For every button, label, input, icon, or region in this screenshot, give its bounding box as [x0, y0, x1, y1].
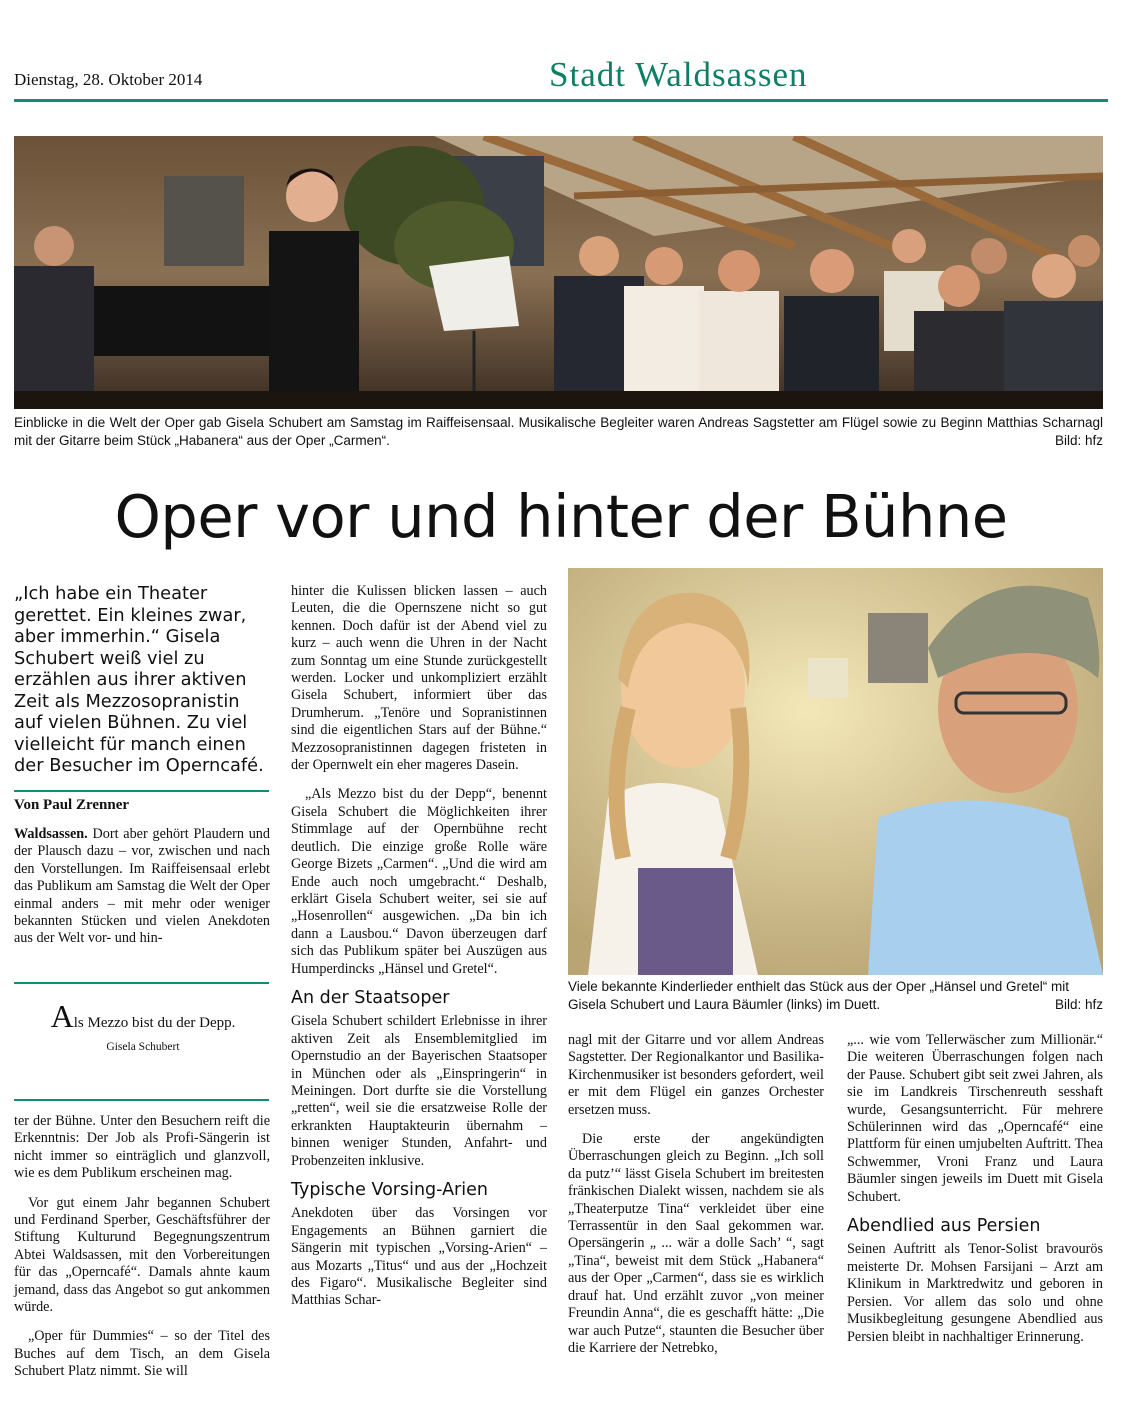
pullquote-rule-bottom: [14, 1099, 269, 1101]
column-1-top: [14, 826, 270, 960]
event-photo-caption: [14, 414, 1103, 450]
paragraph: hinter die Kulissen blicken lassen – auch Leuten, die die Opernszene nicht so gut kennen. Doch dafür ist der Abend viel zu kurz – auch wenn die Uhren in der Nacht zum Sonntag um eine Stunde zurückgestellt werden. Locker und unkompliziert erzählt Gisela Schubert, informiert über das Drumherum. „Tenöre und Sopranistinnen sind die eigentlichen Stars auf der Bühne.“ Mezzosopranistinnen dagegen fristeten in der Opernwelt ein eher mageres Dasein.: [291, 583, 547, 774]
headline: Oper vor und hinter der Bühne: [114, 482, 1008, 551]
duet-photo-illustration: [568, 568, 1103, 975]
paragraph: Vor gut einem Jahr begannen Schubert und Ferdinand Sperber, Geschäftsführer der Stiftung Kulturund Begegnungszentrum Abtei Waldsassen, mit den Vorbereitungen für das „Operncafé“. Damals ahnte kaum jemand, dass das Angebot so gut ankommen würde.: [14, 1194, 270, 1316]
lead-rule: [14, 790, 269, 792]
subheading: Typische Vorsing-Arien: [291, 1180, 488, 1200]
paragraph: nagl mit der Gitarre und vor allem Andreas Sagstetter. Der Regionalkantor und Basilika-Kirchenmusiker ist besonders gefordert, weil er mit dem Flügel ein ganzes Orchester ersetzen muss.: [568, 1032, 824, 1118]
paragraph: Gisela Schubert schildert Erlebnisse in ihrer aktiven Zeit als Ensemblemitglied im Opernstudio an der Bayerischen Staatsoper in München oder als „Einspringerin“ in Meiningen. Dort durfte sie die Vorstellung „retten“, weil sie die ersatzweise Rolle der erkrankten Hauptakteurin übernahm – binnen weniger Stunden, Anfahrt- und Probenzeiten inklusive.: [291, 1013, 547, 1169]
duet-photo: [568, 568, 1103, 975]
header-rule: [14, 99, 1108, 102]
paragraph: Dort aber gehört Plaudern und der Plausch dazu – vor, zwischen und nach den Vorstellungen. Im Raiffeisensaal erlebt das Publikum am Samstag die Welt der Oper einmal anders – mit mehr oder weniger bekannten Stücken und vielen Anekdoten aus der Welt vor- und hin-: [14, 826, 270, 947]
drop-cap: A: [50, 998, 74, 1034]
pull-quote: [32, 998, 254, 1053]
paragraph: Seinen Auftritt als Tenor-Solist bravourös meisterte Dr. Mohsen Farsijani – Arzt am Klinikum in Marktredwitz und geboren in Persien. Vor allem das solo und ohne Musikbegleitung gesungene Abendlied aus Persien bleibt in nachhaltiger Erinnerung.: [847, 1241, 1103, 1345]
paragraph: „... wie vom Tellerwäscher zum Millionär.“ Die weiteren Überraschungen folgen nach der Pause. Schubert gibt seit zwei Jahren, als sie im Landkreis Tirschenreuth sesshaft wurde, Gesangsunterricht. Für mehrere Schülerinnen wird das „Operncafé“ eine Plattform für einen umjubelten Auftritt. Thea Schwemmer, Vroni Franz und Laura Bäumler singen jeweils im Duett mit Gisela Schubert.: [847, 1032, 1103, 1205]
subheading: Abendlied aus Persien: [847, 1216, 1041, 1237]
photo-credit: Bild: hfz: [1054, 997, 1103, 1012]
pull-quote-author: Gisela Schubert: [106, 1041, 180, 1053]
photo-credit: Bild: hfz: [1054, 433, 1103, 448]
subheading: An der Staatsoper: [291, 987, 450, 1008]
dateline: Waldsassen.: [14, 826, 88, 842]
duet-photo-caption: [568, 978, 1103, 1014]
paragraph: Die erste der angekündigten Überraschungen gleich zu Beginn. „Ich soll da putz’“ lässt Gisela Schubert im breitesten fränkischen Dialekt wissen, nachdem sie als „Theaterputze Tina“ verkleidet über eine Terrassentür in den Saal gekommen war. Opersängerin „ ... wär a dolle Sach’ “, sagt „Tina“, beweist mit dem Stück „Habanera“ aus der Oper „Carmen“, dass sie es wirklich drauf hat. Und erzählt zuvor „von meiner Freundin Anna“, die es geschafft hätte: „Die war auch Putze“, staunten die Besucher über die Karriere der Netrebko,: [568, 1131, 824, 1356]
lead-paragraph: „Ich habe ein Theater gerettet. Ein kleines zwar, aber immerhin.“ Gisela Schubert weiß viel zu erzählen aus ihrer aktiven Zeit als Mezzosopranistin auf vielen Bühnen. Zu viel vielleicht für manch einen der Besucher im Operncafé.: [14, 583, 264, 776]
column-1-bottom: [14, 1113, 270, 1393]
paragraph: „Als Mezzo bist du der Depp“, benennt Gisela Schubert die Möglichkeiten ihrer Stimmlage auf der Opernbühne recht deutlich. Die einzige große Rolle wäre George Bizets „Carmen“. „Und die wird am Ende auch noch umgebracht.“ Deshalb, erklärt Gisela Schubert weiter, sei sie auf „Hosenrollen“ ausgewichen. „Da bin ich dann a Lausbou.“ Davon überzeugen darf sich das Publikum später bei Auszügen aus Humperdincks „Hänsel und Gretel“.: [291, 786, 547, 977]
column-4: [847, 1032, 1103, 1358]
byline: Von Paul Zrenner: [14, 797, 130, 813]
event-photo: [14, 136, 1103, 409]
pull-quote-text: ls Mezzo bist du der Depp.: [73, 1015, 236, 1031]
caption-text: Viele bekannte Kinderlieder enthielt das Stück aus der Oper „Hänsel und Gretel“ mit Gisela Schubert und Laura Bäumler (links) im Duett.: [568, 979, 1070, 1012]
pullquote-rule-top: [14, 982, 269, 984]
paragraph: „Oper für Dummies“ – so der Titel des Buches auf dem Tisch, an dem Gisela Schubert Platz nimmt. Sie will: [14, 1328, 270, 1380]
caption-text: Einblicke in die Welt der Oper gab Gisela Schubert am Samstag im Raiffeisensaal. Musikalische Begleiter waren Andreas Sagstetter am Flügel sowie zu Beginn Matthias Scharnagl mit der Gitarre beim Stück „Habanera“ aus der Oper „Carmen“.: [14, 415, 1103, 448]
paragraph: ter der Bühne. Unter den Besuchern reift die Erkenntnis: Der Job als Profi-Sängerin ist nicht immer so einträglich und glanzvoll, wie es dem Publikum erscheinen mag.: [14, 1113, 270, 1182]
section-title: Stadt Waldsassen: [549, 55, 808, 94]
column-2: [291, 583, 547, 1322]
paragraph: Anekdoten über das Vorsingen vor Engagements an Bühnen garniert die Sängerin mit typischen „Vorsing-Arien“ – aus Mozarts „Titus“ und aus der „Hochzeit des Figaro“. Musikalische Begleiter sind Matthias Schar-: [291, 1205, 547, 1309]
issue-date: Dienstag, 28. Oktober 2014: [14, 70, 203, 89]
column-3: [568, 1032, 824, 1369]
event-photo-illustration: [14, 136, 1103, 409]
